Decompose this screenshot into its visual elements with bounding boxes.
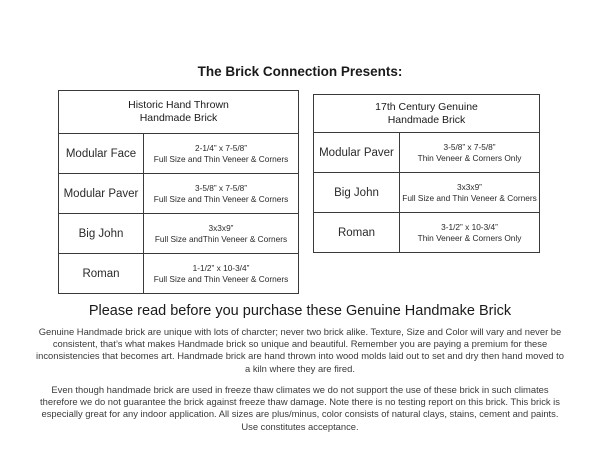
brick-dimensions: 3-5/8” x 7-5/8” <box>194 183 248 193</box>
seventeenth-century-brick-table <box>313 94 540 253</box>
brick-name: Modular Face <box>59 134 144 174</box>
table-heading-line: Handmade Brick <box>139 112 218 124</box>
brick-dimensions: 3x3x9” <box>457 182 482 192</box>
brick-dimensions: 2-1/4” x 7-5/8” <box>194 143 248 153</box>
brick-size <box>144 174 299 214</box>
table-row <box>59 254 299 294</box>
brick-dimensions: 1-1/2” x 10-3/4” <box>192 263 250 273</box>
brick-availability: Full Size and Thin Veneer & Corners <box>153 153 289 164</box>
brick-name: Roman <box>314 213 400 253</box>
table-row <box>59 214 299 254</box>
brick-size <box>400 173 540 213</box>
table-heading-line: Handmade Brick <box>387 113 466 126</box>
table-row <box>314 173 540 213</box>
brick-availability: Full Size and Thin Veneer & Corners <box>153 273 289 284</box>
brick-size <box>400 213 540 253</box>
historic-brick-table <box>58 90 299 294</box>
brick-availability: Full Size and Thin Veneer & Corners <box>402 192 537 203</box>
brick-name: Modular Paver <box>314 133 400 173</box>
table-heading-line: 17th Century Genuine <box>375 100 478 113</box>
page-title: The Brick Connection Presents: <box>197 64 403 79</box>
notice-paragraph: Genuine Handmade brick are unique with lots of charcter; never two brick alike. Texture, Size and Color will vary and never be consistent, that’s what makes Handmade brick so unique and beautiful. Remember you are paying a premium for these inconsistencies that becomes art. Handmade brick are hand thrown into wood molds laid out to set and dry then hand moved to a kiln where they are fired. <box>36 326 564 374</box>
brick-availability: Thin Veneer & Corners Only <box>417 232 522 243</box>
brick-dimensions: 3x3x9” <box>208 223 234 233</box>
table-heading <box>314 95 540 133</box>
brick-name: Roman <box>59 254 144 294</box>
brick-size <box>400 133 540 173</box>
brick-availability: Thin Veneer & Corners Only <box>417 152 522 163</box>
notice-heading: Please read before you purchase these Genuine Handmake Brick <box>88 303 512 319</box>
brick-name: Big John <box>59 214 144 254</box>
brick-size <box>144 134 299 174</box>
table-row <box>314 213 540 253</box>
disclaimer-paragraph: Even though handmade brick are used in freeze thaw climates we do not support the use of these brick in such climates therefore we do not guarantee the brick against freeze thaw damage. Note there is no testing report on this brick. This brick is especially great for any indoor application. All sizes are plus/minus, color consists of natural clays, stains, cement and paints. Use constitutes acceptance. <box>40 384 560 432</box>
brick-dimensions: 3-5/8” x 7-5/8” <box>443 142 496 152</box>
brick-name: Modular Paver <box>59 174 144 214</box>
table-row <box>59 174 299 214</box>
brick-dimensions: 3-1/2” x 10-3/4” <box>441 222 498 232</box>
brick-availability: Full Size and Thin Veneer & Corners <box>153 193 289 204</box>
table-row <box>314 133 540 173</box>
table-row <box>59 134 299 174</box>
brick-size <box>144 214 299 254</box>
brick-availability: Full Size andThin Veneer & Corners <box>154 233 288 244</box>
table-heading <box>59 91 299 134</box>
brick-name: Big John <box>314 173 400 213</box>
table-heading-line: Historic Hand Thrown <box>128 99 229 111</box>
brick-size <box>144 254 299 294</box>
